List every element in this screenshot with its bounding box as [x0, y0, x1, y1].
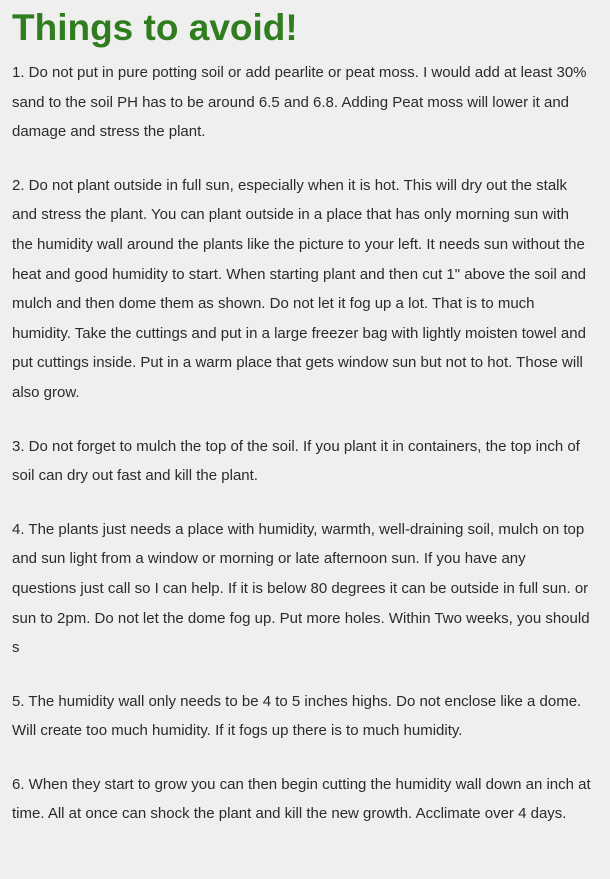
list-item-6: 6. When they start to grow you can then begin cutting the humidity wall down an inch at time. All at once can shock the plant and kill the new growth. Acclimate over 4 days.: [12, 775, 591, 823]
list-item-4: 4. The plants just needs a place with humidity, warmth, well-draining soil, mulch on top and sun light from a window or morning or late afternoon sun. If you have any questions just call so I can help. If it is below 80 degrees it can be outside in full sun. or sun to 2pm. Do not let the dome fog up. Put more holes. Within Two weeks, you should s: [12, 520, 590, 657]
page-title: Things to avoid!: [12, 7, 298, 48]
list-item-1: 1. Do not put in pure potting soil or add pearlite or peat moss. I would add at least 30% sand to the soil PH has to be around 6.5 and 6.8. Adding Peat moss will lower it and damage and stress the plant.: [12, 64, 587, 141]
list-item-5: 5. The humidity wall only needs to be 4 to 5 inches highs. Do not enclose like a dome. Will create too much humidity. If it fogs up there is to much humidity.: [12, 692, 582, 740]
list-item-3: 3. Do not forget to mulch the top of the soil. If you plant it in containers, the top inch of soil can dry out fast and kill the plant.: [12, 437, 580, 485]
list-item-2: 2. Do not plant outside in full sun, especially when it is hot. This will dry out the stalk and stress the plant. You can plant outside in a place that has only morning sun with the humidity wall around the plants like the picture to your left. It needs sun without the heat and good humidity to start. When starting plant and then cut 1" above the soil and mulch and then dome them as shown. Do not let it fog up a lot. That is to much humidity. Take the cuttings and put in a large freezer bag with lightly moisten towel and put cuttings inside. Put in a warm place that gets window sun but not to hot. Those will also grow.: [12, 176, 587, 401]
